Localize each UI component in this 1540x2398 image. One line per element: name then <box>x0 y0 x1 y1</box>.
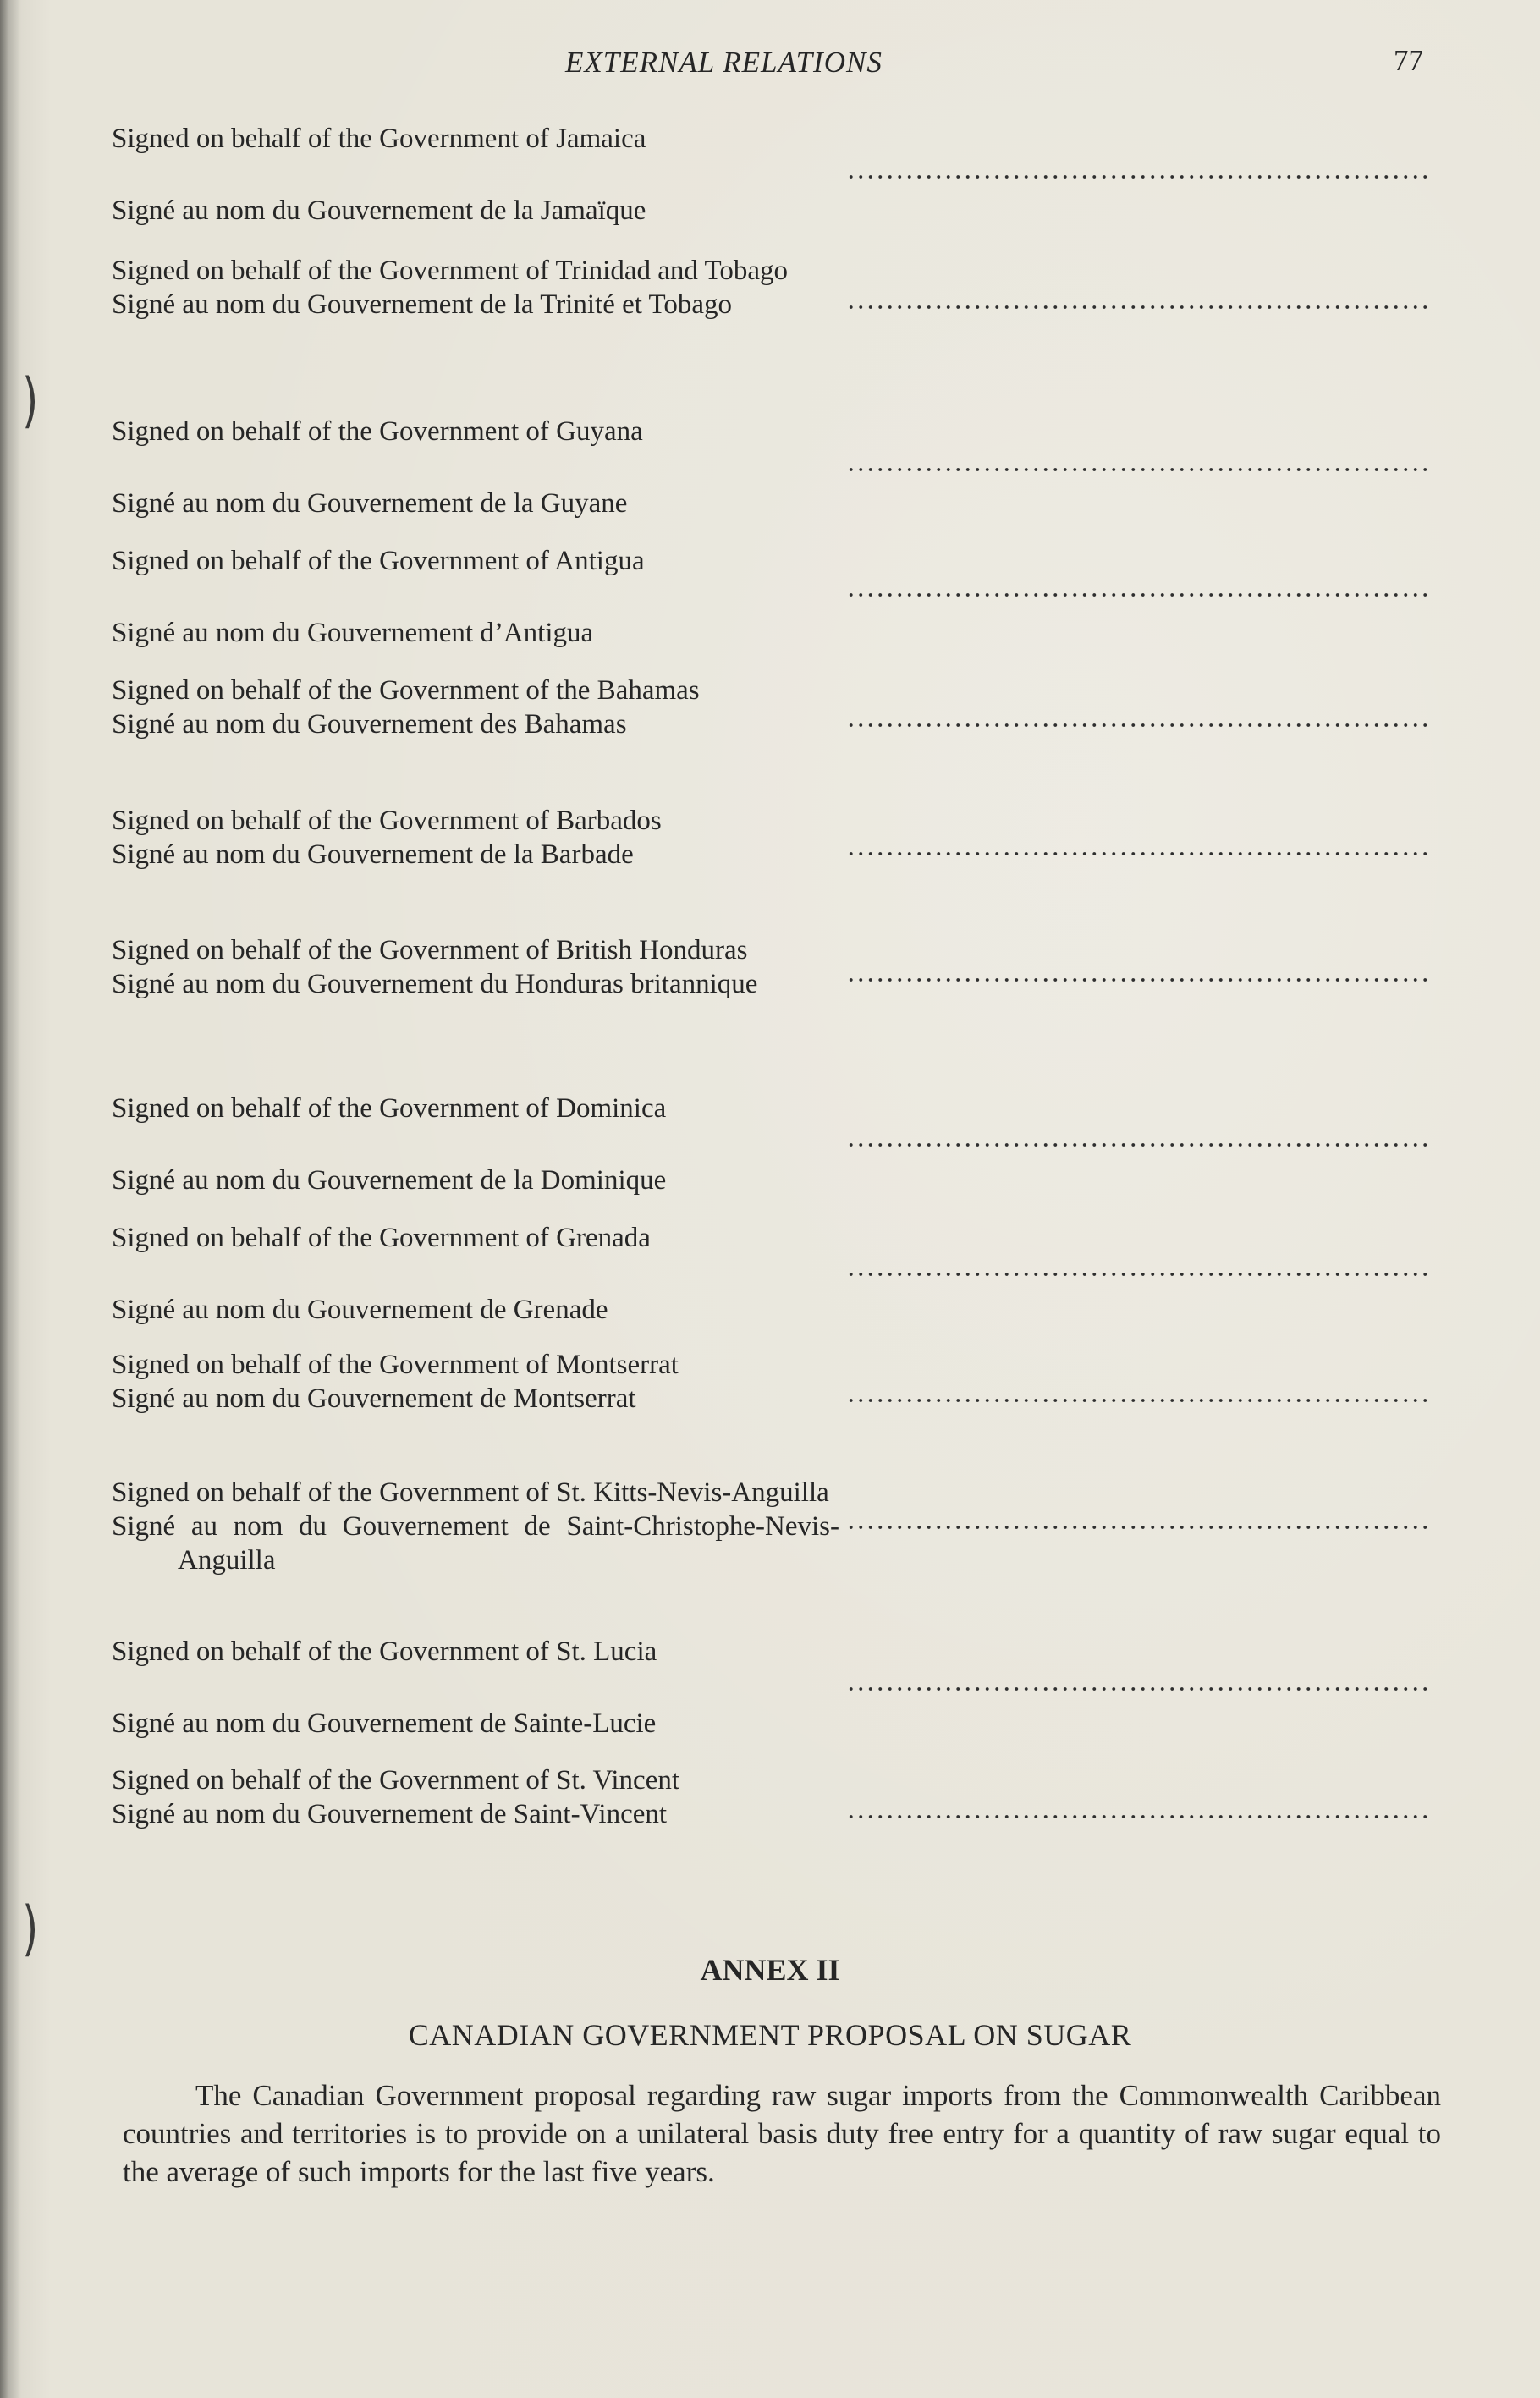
signature-line-french: Signé au nom du Gouvernement de la Trinité et Tobago <box>112 289 733 320</box>
signature-block-st-lucia <box>112 1635 839 1741</box>
signature-line-french: Signé au nom du Gouvernement d’Antigua <box>112 618 594 648</box>
signature-dotted-line <box>846 1686 1430 1691</box>
signature-line-french: Signé au nom du Gouvernement de la Jamaïque <box>112 195 646 226</box>
signature-dotted-line <box>846 305 1430 310</box>
signature-line-english: Signed on behalf of the Government of St. Lucia <box>112 1636 657 1667</box>
signature-line-french: Signé au nom du Gouvernement de Grenade <box>112 1295 608 1325</box>
signature-line-english: Signed on behalf of the Government of Barbados <box>112 806 662 836</box>
signature-block-grenada <box>112 1221 839 1327</box>
signature-line-french: Signé au nom du Gouvernement de Saint-Christophe-Nevis-Anguilla <box>112 1511 839 1576</box>
running-head <box>0 42 1540 85</box>
signature-block-st-vincent <box>112 1763 839 1831</box>
signature-line-french: Signé au nom du Gouvernement de la Dominique <box>112 1165 667 1196</box>
binding-hole-mark: ) <box>22 366 39 435</box>
signature-line-english: Signed on behalf of the Government of St. Kitts-Nevis-Anguilla <box>112 1477 829 1508</box>
signature-line-french: Signé au nom du Gouvernement de Montserrat <box>112 1383 636 1414</box>
signature-line-french: Signé au nom du Gouvernement de Sainte-Lucie <box>112 1708 657 1739</box>
signature-block-st-kitts-nevis-anguilla <box>112 1476 839 1577</box>
signature-block-guyana <box>112 415 839 520</box>
signature-line-english: Signed on behalf of the Government of British Honduras <box>112 935 748 965</box>
signature-dotted-line <box>846 1814 1430 1819</box>
signature-dotted-line <box>846 174 1430 179</box>
page-number: 77 <box>1394 44 1423 77</box>
annex-body-paragraph: The Canadian Government proposal regarding raw sugar imports from the Commonwealth Caribbean countries and territories is to provide on a unilateral basis duty free entry for a quantity of raw sugar equal to the average of such imports for the last five years. <box>123 2079 1441 2188</box>
signature-dotted-line <box>846 851 1430 856</box>
signature-block-dominica <box>112 1092 839 1197</box>
signature-line-english: Signed on behalf of the Government of Dominica <box>112 1093 667 1124</box>
signature-line-english: Signed on behalf of the Government of Grenada <box>112 1223 651 1253</box>
signature-block-british-honduras <box>112 933 839 1001</box>
annex-title: ANNEX II <box>700 1953 840 1987</box>
signature-dotted-line <box>846 723 1430 728</box>
signature-block-jamaica <box>112 122 839 228</box>
annex-heading: CANADIAN GOVERNMENT PROPOSAL ON SUGAR <box>408 2018 1132 2052</box>
signature-line-english: Signed on behalf of the Government of Trinidad and Tobago <box>112 256 789 286</box>
signature-block-montserrat <box>112 1348 839 1416</box>
signature-line-english: Signed on behalf of the Government of Antigua <box>112 546 645 576</box>
signature-dotted-line <box>846 977 1430 982</box>
running-title: EXTERNAL RELATIONS <box>565 46 883 79</box>
signature-line-french: Signé au nom du Gouvernement des Bahamas <box>112 709 627 740</box>
signature-line-french: Signé au nom du Gouvernement de la Guyane <box>112 488 628 519</box>
signature-line-english: Signed on behalf of the Government of Jamaica <box>112 124 646 154</box>
signature-line-english: Signed on behalf of the Government of Guyana <box>112 416 643 447</box>
signature-dotted-line <box>846 1398 1430 1403</box>
signature-line-english: Signed on behalf of the Government of St. Vincent <box>112 1765 680 1796</box>
signature-dotted-line <box>846 592 1430 597</box>
signature-block-trinidad-and-tobago <box>112 254 839 322</box>
signature-line-english: Signed on behalf of the Government of the Bahamas <box>112 675 700 706</box>
binding-hole-mark: ) <box>22 1894 39 1963</box>
signature-block-antigua <box>112 544 839 650</box>
signature-line-french: Signé au nom du Gouvernement de la Barbade <box>112 839 634 870</box>
signature-line-english: Signed on behalf of the Government of Montserrat <box>112 1350 679 1380</box>
signature-line-french: Signé au nom du Gouvernement de Saint-Vincent <box>112 1799 668 1829</box>
signature-block-bahamas <box>112 674 839 741</box>
signature-dotted-line <box>846 467 1430 472</box>
signature-dotted-line <box>846 1142 1430 1147</box>
signature-line-french: Signé au nom du Gouvernement du Honduras britannique <box>112 969 758 999</box>
signature-dotted-line <box>846 1525 1430 1530</box>
signature-dotted-line <box>846 1272 1430 1277</box>
signature-block-barbados <box>112 804 839 872</box>
